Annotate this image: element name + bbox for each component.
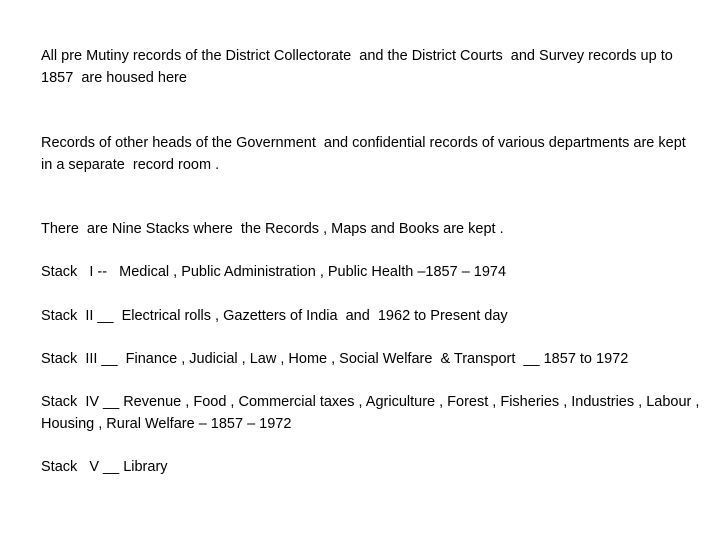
- other-records-paragraph: Records of other heads of the Government and confidential records of various departments are kept in a separate record room .: [41, 135, 690, 173]
- stack-1-line: Stack I -- Medical , Public Administration , Public Health –1857 – 1974: [41, 264, 507, 280]
- stack-2-line: Stack II __ Electrical rolls , Gazetters of India and 1962 to Present day: [41, 308, 508, 324]
- pre-mutiny-records-paragraph: All pre Mutiny records of the District Collectorate and the District Courts and Survey records up to 1857 are housed here: [41, 48, 677, 86]
- stack-5-line: Stack V __ Library: [41, 459, 168, 475]
- stacks-intro-paragraph: There are Nine Stacks where the Records , Maps and Books are kept .: [41, 221, 504, 237]
- stack-3-line: Stack III __ Finance , Judicial , Law , Home , Social Welfare & Transport __ 1857 to 1972: [41, 351, 629, 367]
- stack-4-line: Stack IV __ Revenue , Food , Commercial taxes , Agriculture , Forest , Fisheries , Industries , Labour , Housing , Rural Welfare – 1857 – 1972: [41, 394, 704, 432]
